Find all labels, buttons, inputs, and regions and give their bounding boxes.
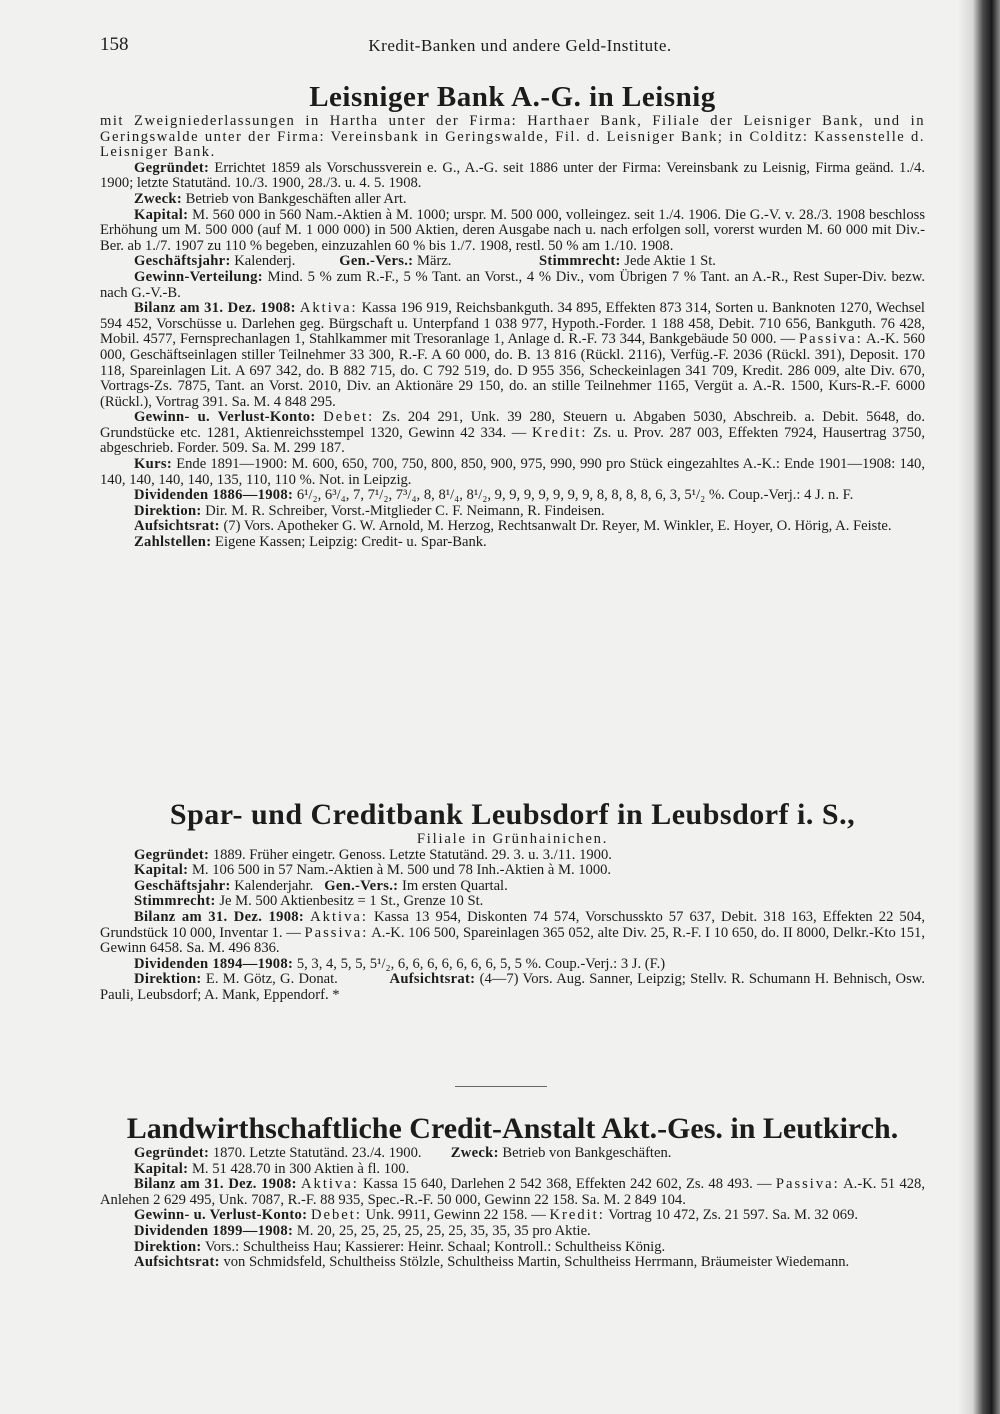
field-label: Dividenden 1899—1908: — [134, 1222, 294, 1239]
field-label: Kapital: — [134, 862, 189, 879]
field-value: Vors.: Schultheiss Hau; Kassierer: Heinr. Schaal; Kontroll.: Schultheiss König. — [204, 1238, 666, 1255]
field-zahlstellen — [100, 535, 925, 551]
field-value: A.-K. 51 428, Anlehen 2 629 495, Unk. 7087, R.-F. 88 935, Spec.-R.-F. 50 000, Gewinn 22 158. Sa. M. 2 849 104. — [100, 1176, 925, 1208]
field-value: Errichtet 1859 als Vorschussverein e. G., A.-G. seit 1886 unter der Firma: Vereinsbank zu Leisnig, Firma geänd. 1./4. 1900; letzte Statutänd. 10./3. 1900, 28./3. u. 4. 5. 1908. — [100, 159, 926, 192]
field-value: M. 20, 25, 25, 25, 25, 25, 25, 35, 35, 35 pro Aktie. — [296, 1222, 591, 1239]
field-value: (4—7) Vors. Aug. Sanner, Leipzig; Stellv. R. Schumann H. Behnisch, Osw. Pauli, Leubsdorf; A. Mank, Eppendorf. * — [100, 971, 925, 1003]
entry-leisniger-bank — [100, 80, 925, 551]
field-value: M. 106 500 in 57 Nam.-Aktien à M. 500 und 78 Inh.-Aktien à M. 1000. — [191, 862, 612, 879]
field-value: M. 51 428.70 in 300 Aktien à fl. 100. — [191, 1160, 410, 1177]
entry-landwirthschaftliche-credit-anstalt — [100, 1112, 925, 1271]
field-value: Eigene Kassen; Leipzig: Credit- u. Spar-Bank. — [215, 534, 487, 551]
entry-title: Landwirthschaftliche Credit-Anstalt Akt.-Ges. in Leutkirch. — [126, 1112, 899, 1145]
field-value: (7) Vors. Apotheker G. W. Arnold, M. Herzog, Rechtsanwalt Dr. Reyer, M. Winkler, E. Hoyer, O. Hörig, A. Feiste. — [223, 518, 892, 535]
aktiva-label: Aktiva: — [299, 300, 358, 317]
field-label: Bilanz am 31. Dez. 1908: — [134, 908, 305, 925]
field-value: 6¹/₂, 6³/₄, 7, 7¹/₂, 7³/₄, 8, 8¹/₄, 8¹/₂, 9, 9, 9, 9, 9, 9, 9, 8, 8, 8, 8, 6, 3, 5¹/₂ %. Coup.-Verj.: 4 J. n. F. — [296, 487, 854, 504]
field-gewinn-verlust — [100, 410, 925, 457]
kredit-label: Kredit: — [549, 1207, 605, 1224]
entry-intro: mit Zweigniederlassungen in Hartha unter der Firma: Harthaer Bank, Filiale der Leisniger Bank, und in Geringswalde unter der Firma: Vereinsbank in Geringswalde, Fil. d. Leisniger Bank; in Colditz: Kassenstelle d. Leisniger Bank. — [100, 113, 925, 161]
passiva-label: Passiva: — [775, 1176, 840, 1193]
running-head: Kredit-Banken und andere Geld-Institute. — [368, 36, 672, 55]
field-value: Kassa 196 919, Reichsbankguth. 34 895, Effekten 873 314, Sorten u. Banknoten 1270, Wechsel 594 452, Vorschüsse u. Darlehen geg. Bürgschaft u. Unterpfand 1 038 977, Hypoth.-Forder. 1 188 458, Debit. 710 656, Bankguth. 76 428, Mobil. 4577, Fernsprechanlagen 1, Stahlkammer mit Tresoranlage 1, Anlage d. R.-F. 73 344, Bankgebäude 50 000. — — [100, 300, 925, 348]
field-label: Direktion: — [134, 971, 202, 988]
field-label: Bilanz am 31. Dez. 1908: — [134, 300, 296, 317]
field-value: Kalenderjahr. — [234, 877, 314, 894]
field-label: Zweck: — [134, 190, 183, 207]
aktiva-label: Aktiva: — [301, 1176, 359, 1193]
field-direktion — [100, 1240, 925, 1256]
field-label: Geschäftsjahr: — [134, 253, 231, 270]
field-value: März. — [417, 253, 452, 270]
field-label: Gen.-Vers.: — [324, 877, 399, 894]
field-value: 1870. Letzte Statutänd. 23./4. 1900. — [212, 1145, 422, 1161]
field-value: A.-K. 106 500, Spareinlagen 365 052, alte Div. 25, R.-F. I 10 650, do. II 8000, Delkr.-Kto 151, Gewinn 6458. Sa. M. 496 836. — [100, 924, 926, 957]
field-label: Kurs: — [134, 456, 172, 473]
section-divider — [455, 1086, 547, 1087]
field-label: Gewinn-Verteilung: — [134, 268, 263, 285]
field-value: A.-K. 560 000, Geschäftseinlagen stiller Teilnehmer 33 300, R.-F. A 60 000, do. B. 13 816 (Rückl. 2116), Verfüg.-F. 2036 (Rückl. 391), Deposit. 170 118, Spareinlagen Lit. A 697 342, do. B 882 715, do. C 792 519, do. D 955 356, Scheckeinlagen 341 709, Kredit. 286 009, alte Div. 670, Vortrags-Zs. 7875, Tant. an Vorst. 2010, Div. an Aktionäre 29 150, do. an stille Teilnehmer 1165, Vergüt a. A.-R. 1500, Kurs-R.-F. 6000 (Rückl.), Vortrag 391. Sa. M. 4 848 295. — [100, 331, 925, 410]
field-label: Dividenden 1886—1908: — [134, 487, 294, 504]
kredit-label: Kredit: — [532, 424, 588, 441]
page-number: 158 — [100, 34, 129, 55]
field-stimmrecht — [100, 894, 925, 910]
field-kapital — [100, 1162, 925, 1178]
field-label: Zweck: — [450, 1145, 499, 1161]
field-label: Gegründet: — [134, 846, 210, 863]
passiva-label: Passiva: — [798, 331, 863, 348]
field-value: Dir. M. R. Schreiber, Vorst.-Mitglieder C. F. Neimann, R. Findeisen. — [205, 502, 605, 519]
field-label: Aufsichtsrat: — [134, 518, 220, 535]
field-label: Geschäftsjahr: — [134, 877, 231, 894]
field-value: Jede Aktie 1 St. — [624, 253, 716, 270]
field-bilanz — [100, 1177, 925, 1208]
field-value: M. 560 000 in 560 Nam.-Aktien à M. 1000; urspr. M. 500 000, volleingez. seit 1./4. 1906. Die G.-V. v. 28./3. 1908 beschloss Erhöhung um M. 500 000 (auf M. 1 000 000) in 500 Aktien, deren Ausgabe nach u. nach erfolgen soll, vorerst wurden M. 60 000 mit Div.-Ber. ab 1./7. 1907 zu 110 % begeben, einzuzahlen 60 % bis 1./7. 1908, restl. 50 % am 1./10. 1908. — [100, 206, 925, 254]
field-label: Aufsichtsrat: — [134, 1254, 220, 1271]
field-gewinn-verteilung — [100, 270, 925, 301]
field-label: Direktion: — [134, 1238, 202, 1255]
book-spine-shadow — [958, 0, 1000, 1414]
field-label: Direktion: — [134, 502, 202, 519]
field-gewinn-verlust — [100, 1208, 925, 1224]
field-kapital — [100, 863, 925, 879]
field-dividenden — [100, 1224, 925, 1240]
field-geschaeftsjahr — [100, 879, 925, 895]
field-kurs — [100, 457, 925, 488]
field-value: Je M. 500 Aktienbesitz = 1 St., Grenze 10 St. — [219, 893, 484, 910]
field-zweck — [100, 192, 925, 208]
field-value: Ende 1891—1900: M. 600, 650, 700, 750, 800, 850, 900, 975, 990, 990 pro Stück eingezahltes A.-K.: Ende 1901—1908: 140, 140, 140, 140, 140, 135, 110, 110 %. Not. in Leipzig. — [100, 456, 926, 488]
field-value: 5, 3, 4, 5, 5, 5¹/₂, 6, 6, 6, 6, 6, 6, 6, 5, 5 %. Coup.-Verj.: 3 J. (F.) — [296, 955, 666, 972]
field-value: Mind. 5 % zum R.-F., 5 % Tant. an Vorst., 4 % Div., vom Übrigen 7 % Tant. an A.-R., Rest Super-Div. bezw. nach G.-V.-B. — [100, 268, 925, 301]
debet-label: Debet: — [323, 409, 375, 426]
entry-spar-creditbank-leubsdorf — [100, 798, 925, 1004]
passiva-label: Passiva: — [304, 924, 369, 941]
field-value: Zs. u. Prov. 287 003, Effekten 7924, Hausertrag 3750, abgeschrieb. Forder. 509. Sa. M. 299 187. — [100, 424, 925, 457]
field-label: Zahlstellen: — [134, 534, 212, 551]
field-label: Gewinn- u. Verlust-Konto: — [134, 409, 316, 426]
field-value: Kassa 13 954, Diskonten 74 574, Vorschusskto 57 637, Debit. 318 163, Effekten 22 504, Grundstück 10 000, Inventar 1. — — [100, 908, 925, 941]
field-bilanz — [100, 301, 925, 410]
field-label: Stimmrecht: — [134, 893, 216, 910]
field-value: von Schmidsfeld, Schultheiss Stölzle, Schultheiss Martin, Schultheiss Herrmann, Bräumeister Wiedemann. — [223, 1254, 850, 1271]
field-value: Betrieb von Bankgeschäften aller Art. — [185, 190, 407, 207]
field-label: Aufsichtsrat: — [389, 971, 476, 988]
entry-title: Spar- und Creditbank Leubsdorf in Leubsdorf i. S., — [169, 798, 856, 831]
field-label: Kapital: — [134, 206, 189, 223]
field-value: Kassa 15 640, Darlehen 2 542 368, Effekten 242 602, Zs. 48 493. — — [363, 1176, 772, 1193]
field-direktion — [100, 504, 925, 520]
field-label: Gen.-Vers.: — [339, 253, 414, 270]
entry-subtitle: Filiale in Grünhainichen. — [416, 831, 609, 847]
entry-title: Leisniger Bank A.-G. in Leisnig — [309, 81, 716, 113]
field-bilanz — [100, 910, 925, 957]
field-gegruendet — [100, 848, 925, 864]
aktiva-label: Aktiva: — [310, 908, 368, 925]
field-value: Vortrag 10 472, Zs. 21 597. Sa. M. 32 069. — [608, 1207, 859, 1224]
field-label: Gegründet: — [134, 159, 210, 176]
field-geschaeftsjahr — [100, 254, 925, 270]
field-value: Unk. 9911, Gewinn 22 158. — — [365, 1207, 546, 1224]
field-gegruendet — [100, 161, 925, 192]
debet-label: Debet: — [310, 1207, 362, 1224]
field-value: 1889. Früher eingetr. Genoss. Letzte Statutänd. 29. 3. u. 3./11. 1900. — [212, 846, 612, 863]
field-dividenden — [100, 957, 925, 973]
field-dividenden — [100, 488, 925, 504]
field-aufsichtsrat — [100, 1255, 925, 1271]
field-kapital — [100, 208, 925, 255]
field-aufsichtsrat — [100, 519, 925, 535]
field-gegruendet — [100, 1146, 925, 1162]
field-value: Zs. 204 291, Unk. 39 280, Steuern u. Abgaben 5030, Abschreib. a. Debit. 5648, do. Grundstücke etc. 1281, Aktienreichsstempel 1320, Gewinn 42 334. — — [100, 409, 925, 441]
field-label: Gewinn- u. Verlust-Konto: — [134, 1207, 308, 1224]
field-label: Dividenden 1894—1908: — [134, 955, 294, 972]
field-value: Kalenderj. — [234, 253, 296, 270]
field-value: E. M. Götz, G. Donat. — [205, 971, 338, 988]
field-label: Stimmrecht: — [539, 253, 621, 270]
field-label: Kapital: — [134, 1160, 189, 1177]
page-header — [100, 34, 940, 58]
field-value: Betrieb von Bankgeschäften. — [502, 1145, 672, 1161]
field-label: Gegründet: — [134, 1145, 210, 1161]
field-direktion — [100, 972, 925, 1003]
field-label: Bilanz am 31. Dez. 1908: — [134, 1176, 297, 1193]
field-value: Im ersten Quartal. — [402, 877, 508, 894]
